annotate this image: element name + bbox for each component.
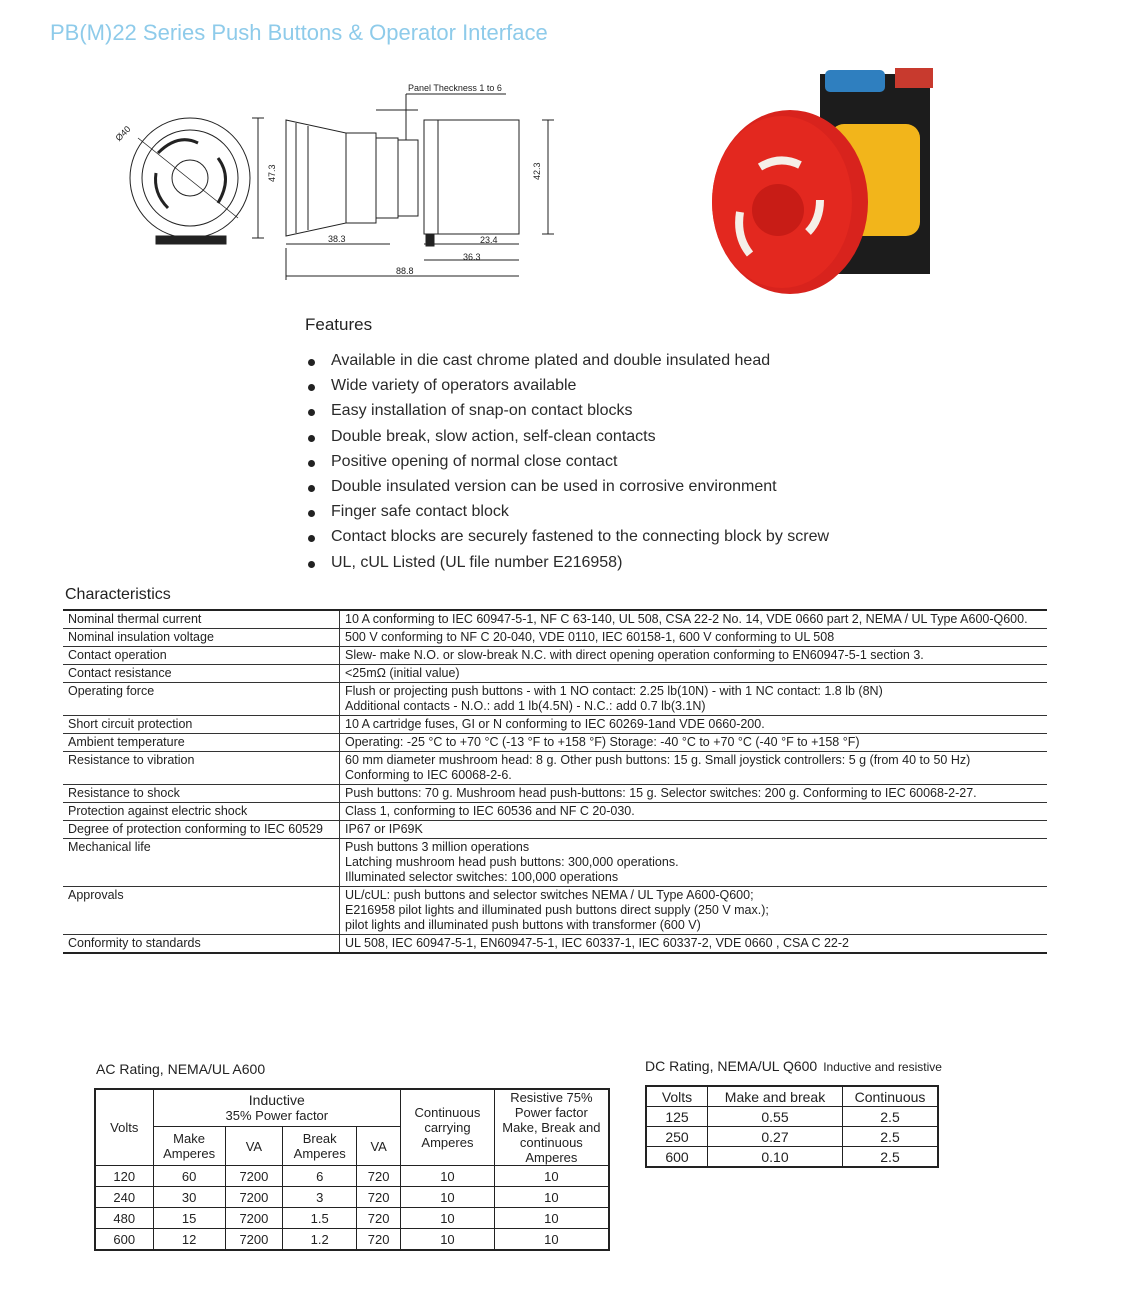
characteristic-value-line: 500 V conforming to NF C 20-040, VDE 0110, IEC 60158-1, 600 V conforming to UL 508 bbox=[345, 630, 835, 644]
characteristic-value-line: UL/cUL: push buttons and selector switches NEMA / UL Type A600-Q600; bbox=[345, 888, 754, 902]
characteristic-value bbox=[340, 647, 1048, 665]
feature-item: Easy installation of snap-on contact blocks bbox=[305, 400, 829, 425]
characteristic-row bbox=[63, 734, 1047, 752]
characteristic-value bbox=[340, 839, 1048, 887]
ac-table-cell: 720 bbox=[357, 1187, 401, 1208]
dim-38-3: 38.3 bbox=[328, 234, 346, 244]
front-view-outer bbox=[130, 118, 250, 238]
characteristic-value bbox=[340, 935, 1048, 954]
characteristic-value bbox=[340, 785, 1048, 803]
ac-header-break: Break Amperes bbox=[283, 1127, 357, 1166]
characteristic-value-line: Additional contacts - N.O.: add 1 lb(4.5N) - N.C.: add 0.7 lb(3.1N) bbox=[345, 699, 706, 713]
ac-table-cell: 10 bbox=[494, 1187, 609, 1208]
dc-rating-title: DC Rating, NEMA/UL Q600 bbox=[645, 1058, 818, 1074]
characteristic-key: Nominal insulation voltage bbox=[63, 629, 340, 647]
ac-table-cell: 600 bbox=[95, 1229, 153, 1251]
ac-table-cell: 10 bbox=[401, 1166, 495, 1187]
characteristic-key: Contact operation bbox=[63, 647, 340, 665]
characteristic-value-line: Push buttons: 70 g. Mushroom head push-buttons: 15 g. Selector switches: 200 g. Conforming to IEC 60068-2-27. bbox=[345, 786, 977, 800]
characteristic-value bbox=[340, 752, 1048, 785]
characteristic-key: Protection against electric shock bbox=[63, 803, 340, 821]
ac-table-cell: 10 bbox=[494, 1208, 609, 1229]
dc-table-cell: 2.5 bbox=[843, 1107, 939, 1127]
characteristic-value-line: Illuminated selector switches: 100,000 operations bbox=[345, 870, 619, 884]
dc-table-cell: 0.10 bbox=[708, 1147, 843, 1168]
characteristic-key: Short circuit protection bbox=[63, 716, 340, 734]
ac-header-make: Make Amperes bbox=[153, 1127, 225, 1166]
characteristic-value bbox=[340, 665, 1048, 683]
dc-table-row bbox=[646, 1127, 938, 1147]
ac-header-va-2: VA bbox=[357, 1127, 401, 1166]
characteristic-row bbox=[63, 935, 1047, 954]
characteristic-value-line: Slew- make N.O. or slow-break N.C. with direct opening operation conforming to EN60947-5-1 section 3. bbox=[345, 648, 924, 662]
page-title: PB(M)22 Series Push Buttons & Operator Interface bbox=[50, 20, 548, 45]
ac-table-cell: 10 bbox=[401, 1229, 495, 1251]
feature-item: Finger safe contact block bbox=[305, 501, 829, 526]
ac-table-cell: 7200 bbox=[225, 1166, 283, 1187]
ac-table-cell: 10 bbox=[401, 1208, 495, 1229]
characteristic-value bbox=[340, 610, 1048, 629]
ac-table-cell: 12 bbox=[153, 1229, 225, 1251]
characteristic-row bbox=[63, 647, 1047, 665]
ac-rating-heading: AC Rating, NEMA/UL A600 bbox=[96, 1061, 266, 1077]
dim-23-4: 23.4 bbox=[480, 235, 498, 245]
characteristic-row bbox=[63, 887, 1047, 935]
characteristic-value-line: Latching mushroom head push buttons: 300,000 operations. bbox=[345, 855, 679, 869]
dc-table-cell: 125 bbox=[646, 1107, 708, 1127]
ac-table-cell: 10 bbox=[494, 1166, 609, 1187]
characteristic-value-line: 10 A conforming to IEC 60947-5-1, NF C 63-140, UL 508, CSA 22-2 No. 14, VDE 0660 part 2, NEMA / UL Type A600-Q600. bbox=[345, 612, 1028, 626]
ac-table-cell: 3 bbox=[283, 1187, 357, 1208]
ac-table-cell: 1.5 bbox=[283, 1208, 357, 1229]
ac-table-cell: 480 bbox=[95, 1208, 153, 1229]
characteristic-value bbox=[340, 887, 1048, 935]
characteristic-key: Contact resistance bbox=[63, 665, 340, 683]
ac-table-row bbox=[95, 1229, 609, 1251]
dc-header-make-break: Make and break bbox=[708, 1086, 843, 1107]
characteristic-row bbox=[63, 752, 1047, 785]
characteristic-row bbox=[63, 683, 1047, 716]
characteristic-key: Degree of protection conforming to IEC 60529 bbox=[63, 821, 340, 839]
dc-table-cell: 250 bbox=[646, 1127, 708, 1147]
ac-table-cell: 7200 bbox=[225, 1187, 283, 1208]
characteristic-value-line: <25mΩ (initial value) bbox=[345, 666, 460, 680]
ac-table-cell: 10 bbox=[494, 1229, 609, 1251]
ac-rating-table bbox=[94, 1088, 610, 1251]
dc-table-cell: 600 bbox=[646, 1147, 708, 1168]
characteristic-row bbox=[63, 839, 1047, 887]
dim-height-1: 47.3 bbox=[267, 164, 277, 182]
emergency-stop-button-image bbox=[700, 62, 970, 302]
features-list bbox=[305, 350, 829, 577]
ac-header-volts: Volts bbox=[95, 1089, 153, 1166]
ac-table-cell: 720 bbox=[357, 1208, 401, 1229]
characteristic-key: Approvals bbox=[63, 887, 340, 935]
characteristic-row bbox=[63, 821, 1047, 839]
ac-table-cell: 7200 bbox=[225, 1208, 283, 1229]
characteristic-key: Resistance to shock bbox=[63, 785, 340, 803]
feature-item: Wide variety of operators available bbox=[305, 375, 829, 400]
ac-table-cell: 10 bbox=[401, 1187, 495, 1208]
dc-rating-heading bbox=[645, 1058, 942, 1074]
characteristic-key: Conformity to standards bbox=[63, 935, 340, 954]
characteristic-key: Nominal thermal current bbox=[63, 610, 340, 629]
dc-rating-table bbox=[645, 1085, 939, 1168]
characteristic-value-line: IP67 or IP69K bbox=[345, 822, 423, 836]
ac-table-cell: 120 bbox=[95, 1166, 153, 1187]
characteristic-value bbox=[340, 821, 1048, 839]
ac-header-power-factor: 35% Power factor bbox=[225, 1108, 329, 1123]
ac-table-row bbox=[95, 1187, 609, 1208]
dc-table-cell: 2.5 bbox=[843, 1147, 939, 1168]
characteristic-value-line: Class 1, conforming to IEC 60536 and NF C 20-030. bbox=[345, 804, 635, 818]
characteristics-table bbox=[63, 609, 1047, 954]
dc-table-row bbox=[646, 1107, 938, 1127]
ac-table-row bbox=[95, 1208, 609, 1229]
ac-table-cell: 720 bbox=[357, 1166, 401, 1187]
ac-table-cell: 240 bbox=[95, 1187, 153, 1208]
characteristic-row bbox=[63, 665, 1047, 683]
feature-item: Contact blocks are securely fastened to the connecting block by screw bbox=[305, 526, 829, 551]
characteristic-value bbox=[340, 803, 1048, 821]
ac-table-cell: 1.2 bbox=[283, 1229, 357, 1251]
feature-item: Positive opening of normal close contact bbox=[305, 451, 829, 476]
ac-table-cell: 15 bbox=[153, 1208, 225, 1229]
characteristic-key: Operating force bbox=[63, 683, 340, 716]
ac-header-resistive: Resistive 75% Power factor Make, Break and continuous Amperes bbox=[494, 1089, 609, 1166]
dc-table-cell: 0.27 bbox=[708, 1127, 843, 1147]
ac-table-row bbox=[95, 1166, 609, 1187]
characteristic-row bbox=[63, 785, 1047, 803]
characteristic-key: Resistance to vibration bbox=[63, 752, 340, 785]
characteristic-value-line: E216958 pilot lights and illuminated push buttons direct supply (250 V max.); bbox=[345, 903, 769, 917]
dc-table-row bbox=[646, 1147, 938, 1168]
characteristic-key: Mechanical life bbox=[63, 839, 340, 887]
ac-table-cell: 720 bbox=[357, 1229, 401, 1251]
ac-header-va: VA bbox=[225, 1127, 283, 1166]
characteristic-value bbox=[340, 683, 1048, 716]
characteristic-value-line: 60 mm diameter mushroom head: 8 g. Other push buttons: 15 g. Small joystick controllers: 5 g (from 40 to 50 Hz) bbox=[345, 753, 971, 767]
characteristic-row bbox=[63, 716, 1047, 734]
characteristic-value-line: Push buttons 3 million operations bbox=[345, 840, 530, 854]
characteristic-value bbox=[340, 716, 1048, 734]
dc-table-cell: 2.5 bbox=[843, 1127, 939, 1147]
characteristic-value bbox=[340, 629, 1048, 647]
ac-table-cell: 30 bbox=[153, 1187, 225, 1208]
dim-36-3: 36.3 bbox=[463, 252, 481, 262]
feature-item: Double insulated version can be used in corrosive environment bbox=[305, 476, 829, 501]
characteristics-heading: Characteristics bbox=[65, 586, 171, 603]
panel-thickness-label: Panel Theckness 1 to 6 bbox=[408, 83, 502, 93]
feature-item: Double break, slow action, self-clean contacts bbox=[305, 426, 829, 451]
characteristic-value-line: Operating: -25 °C to +70 °C (-13 °F to +158 °F) Storage: -40 °C to +70 °C (-40 °F to +158 °F) bbox=[345, 735, 860, 749]
dc-table-cell: 0.55 bbox=[708, 1107, 843, 1127]
feature-item: UL, cUL Listed (UL file number E216958) bbox=[305, 552, 829, 577]
dimension-drawing bbox=[108, 78, 558, 283]
characteristic-value-line: Conforming to IEC 60068-2-6. bbox=[345, 768, 512, 782]
dim-88-8: 88.8 bbox=[396, 266, 414, 276]
characteristic-key: Ambient temperature bbox=[63, 734, 340, 752]
characteristic-value-line: pilot lights and illuminated push buttons with transformer (600 V) bbox=[345, 918, 701, 932]
characteristic-row bbox=[63, 610, 1047, 629]
dim-height-2: 42.3 bbox=[532, 162, 542, 180]
feature-item: Available in die cast chrome plated and double insulated head bbox=[305, 350, 829, 375]
characteristic-value-line: Flush or projecting push buttons - with 1 NO contact: 2.25 lb(10N) - with 1 NC contact: 1.8 lb (8N) bbox=[345, 684, 883, 698]
characteristic-value-line: 10 A cartridge fuses, GI or N conforming to IEC 60269-1and VDE 0660-200. bbox=[345, 717, 765, 731]
ac-header-inductive: Inductive bbox=[248, 1092, 305, 1108]
ac-table-cell: 6 bbox=[283, 1166, 357, 1187]
dc-header-continuous: Continuous bbox=[843, 1086, 939, 1107]
ac-header-continuous: Continuous carrying Amperes bbox=[401, 1089, 495, 1166]
characteristic-value bbox=[340, 734, 1048, 752]
ac-table-cell: 60 bbox=[153, 1166, 225, 1187]
ac-table-cell: 7200 bbox=[225, 1229, 283, 1251]
characteristic-row bbox=[63, 629, 1047, 647]
dc-rating-subtitle: Inductive and resistive bbox=[823, 1060, 942, 1074]
characteristic-row bbox=[63, 803, 1047, 821]
features-heading: Features bbox=[305, 315, 373, 334]
characteristic-value-line: UL 508, IEC 60947-5-1, EN60947-5-1, IEC 60337-1, IEC 60337-2, VDE 0660 , CSA C 22-2 bbox=[345, 936, 849, 950]
dim-diameter: Ø40 bbox=[113, 123, 133, 144]
dc-header-volts: Volts bbox=[646, 1086, 708, 1107]
